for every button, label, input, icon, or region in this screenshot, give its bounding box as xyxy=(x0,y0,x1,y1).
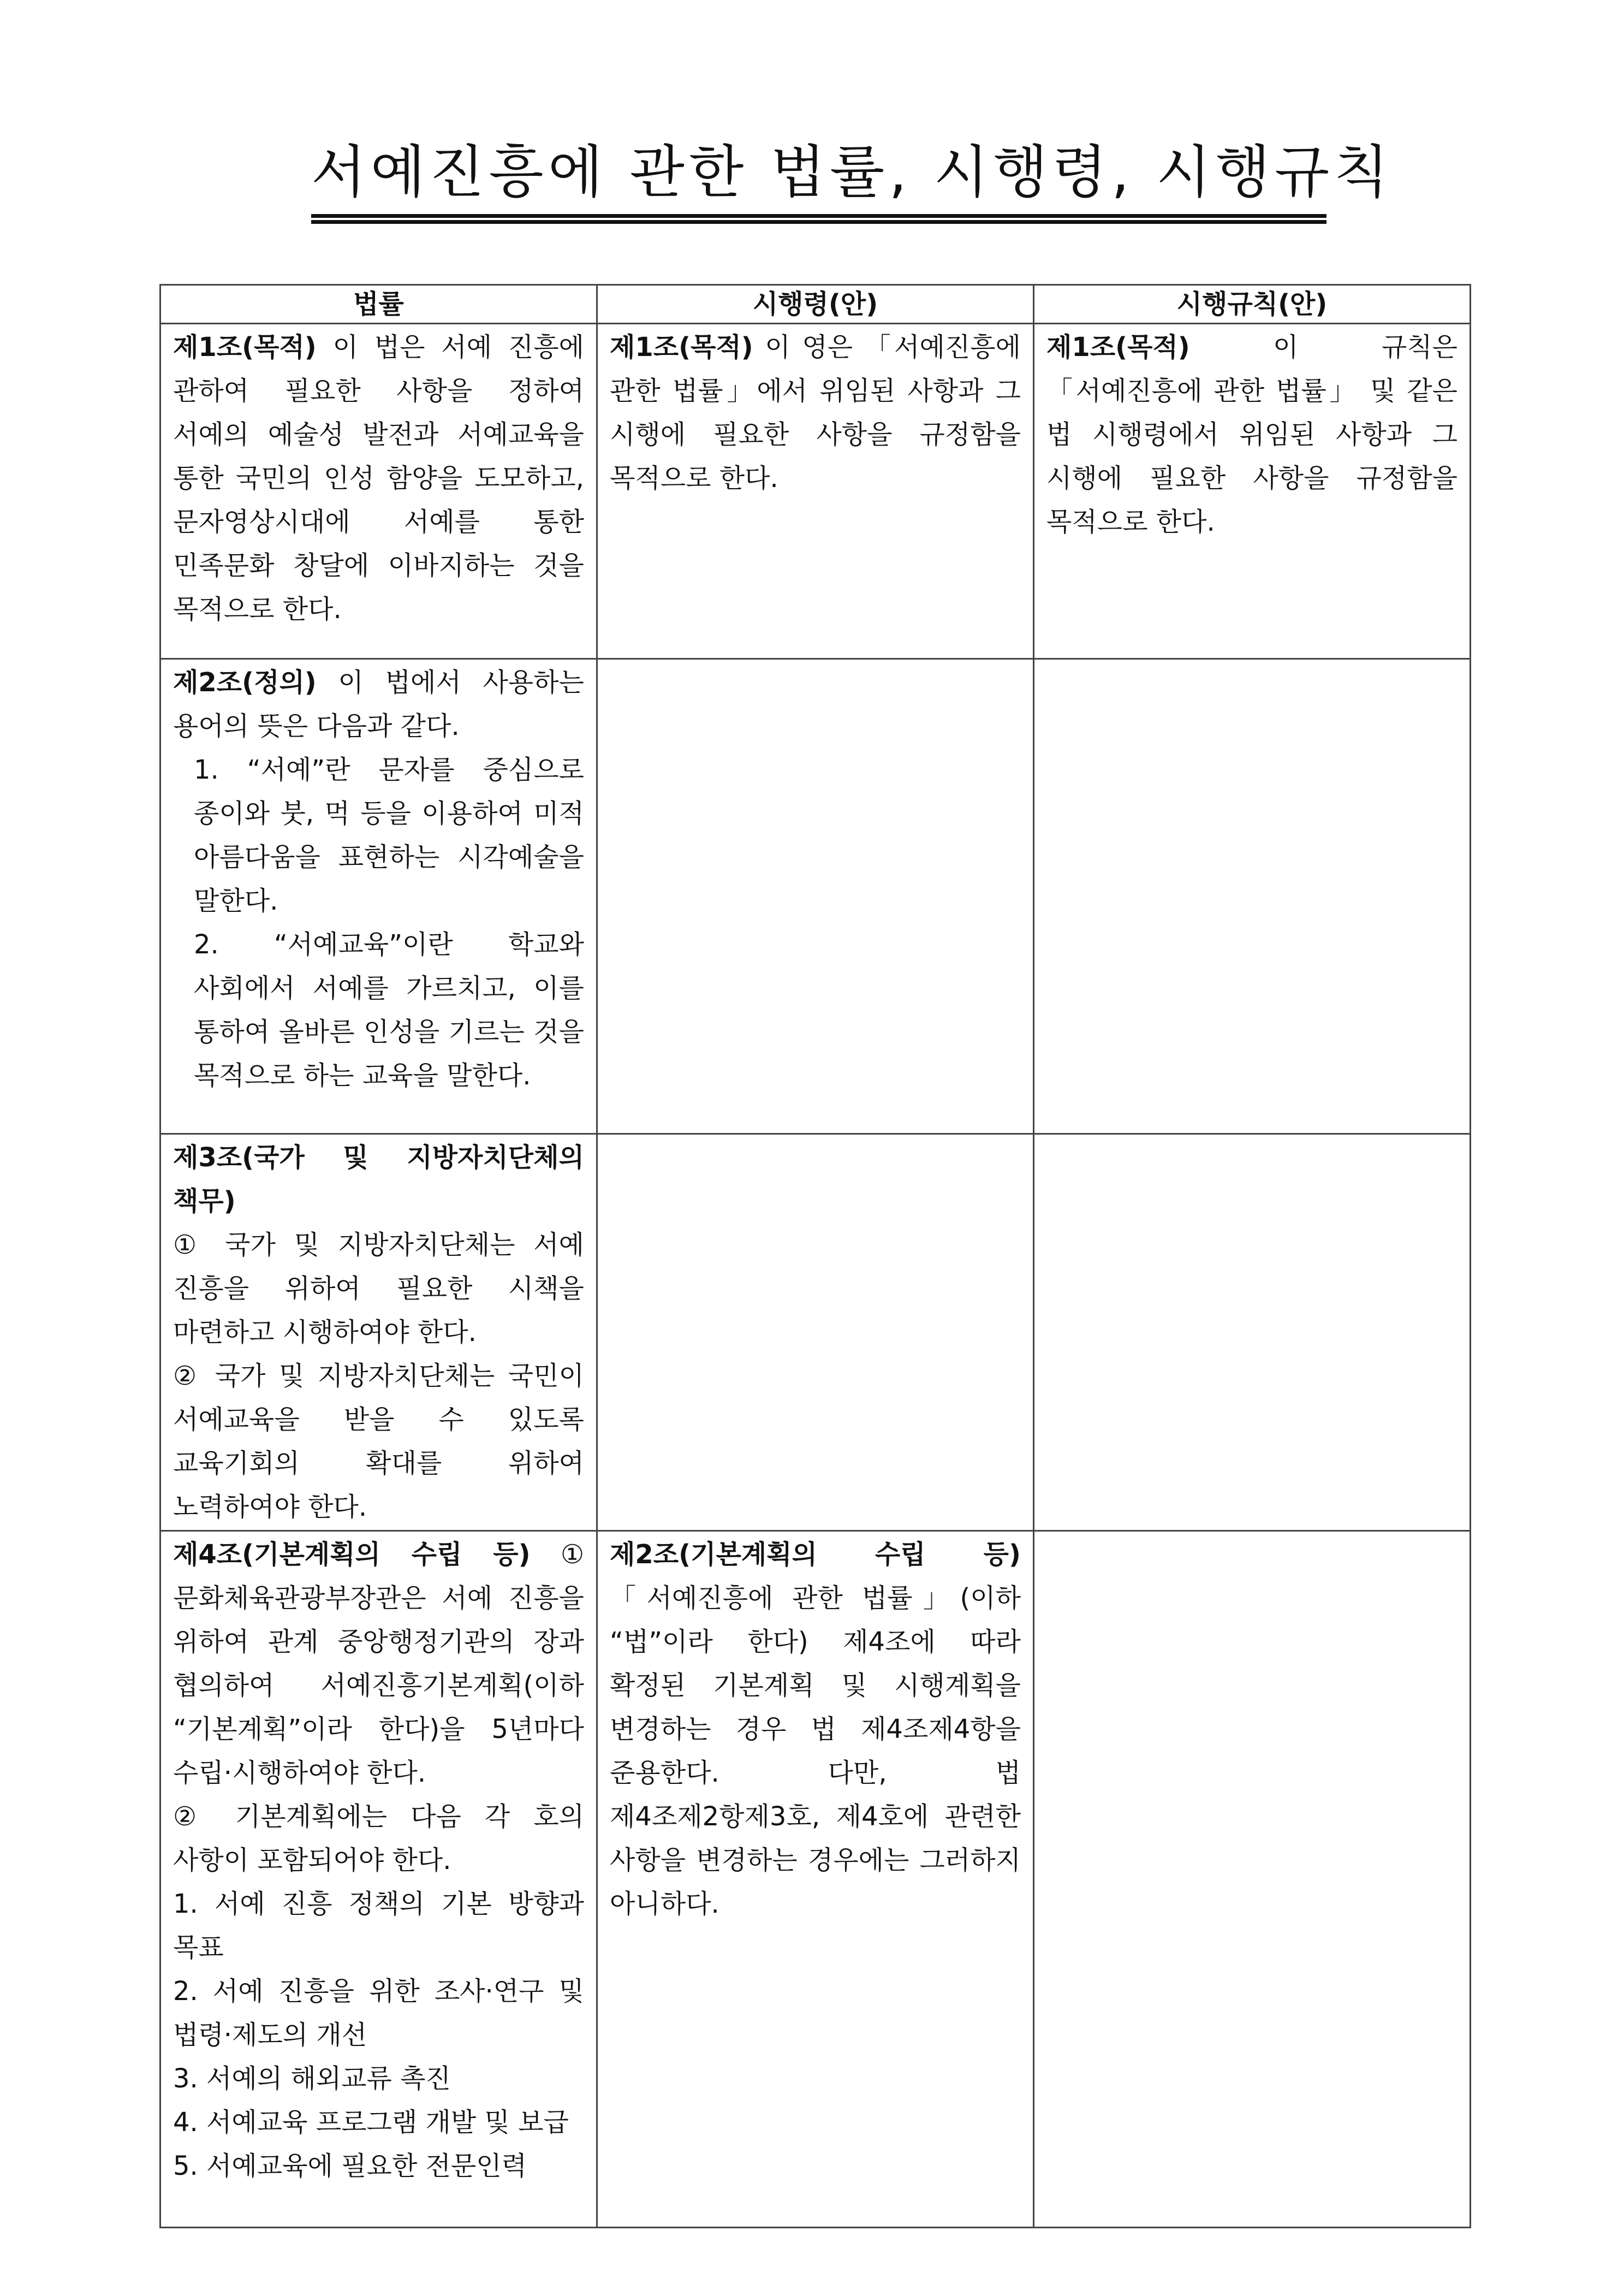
table-row xyxy=(160,1531,1471,2228)
list-item: 3. 서예의 해외교류 촉진 xyxy=(173,2063,451,2094)
article-heading: 제1조(목적) xyxy=(173,332,317,363)
list-item: 5. 서예교육에 필요한 전문인력 xyxy=(173,2151,527,2181)
rule-empty-cell xyxy=(1034,659,1471,1134)
header-law: 법률 xyxy=(160,285,597,324)
header-decree: 시행령(안) xyxy=(597,285,1034,324)
paragraph-2: ② 국가 및 지방자치단체는 국민이 서예교육을 받을 수 있도록 교육기회의 확대를 위하여 노력하여야 한다. xyxy=(173,1361,584,1522)
article-text: 이 규칙은 「서예진흥에 관한 법률」 및 같은 법 시행령에서 위임된 사항과 그 시행에 필요한 사항을 규정함을 목적으로 한다. xyxy=(1046,332,1458,537)
article-heading: 제2조(정의) xyxy=(173,667,317,698)
article-heading: 제1조(목적) xyxy=(610,332,753,363)
article-heading: 제3조(국가 및 지방자치단체의 책무) xyxy=(173,1142,584,1217)
article-heading: 제1조(목적) xyxy=(1046,332,1190,363)
list-item: 1. 서예 진흥 정책의 기본 방향과 목표 xyxy=(173,1889,584,1963)
decree-empty-cell xyxy=(597,659,1034,1134)
table-row xyxy=(160,1134,1471,1531)
table-header-row xyxy=(160,285,1471,324)
law-article-2 xyxy=(160,659,597,1134)
list-item: 4. 서예교육 프로그램 개발 및 보급 xyxy=(173,2107,569,2138)
table-row xyxy=(160,659,1471,1134)
paragraph-1: ① 문화체육관광부장관은 서예 진흥을 위하여 관계 중앙행정기관의 장과 협의하여 서예진흥기본계획(이하 “기본계획”이라 한다)을 5년마다 수립·시행하여야 한다. xyxy=(173,1539,584,1788)
article-text: 이 법에서 사용하는 용어의 뜻은 다음과 같다. xyxy=(173,667,584,741)
paragraph-2: ② 기본계획에는 다음 각 호의 사항이 포함되어야 한다. xyxy=(173,1801,584,1876)
list-item: 2. 서예 진흥을 위한 조사·연구 및 법령·제도의 개선 xyxy=(173,1976,584,2050)
definition-item-2: 2. “서예교육”이란 학교와 사회에서 서예를 가르치고, 이를 통하여 올바른 인성을 기르는 것을 목적으로 하는 교육을 말한다. xyxy=(194,929,584,1091)
article-text: 이 법은 서예 진흥에 관하여 필요한 사항을 정하여 서예의 예술성 발전과 서예교육을 통한 국민의 인성 함양을 도모하고, 문자영상시대에 서예를 통한 민족문화 창달에 이바지하는 것을 목적으로 한다. xyxy=(173,332,584,625)
law-article-3 xyxy=(160,1134,597,1531)
decree-empty-cell xyxy=(597,1134,1034,1531)
article-heading: 제2조(기본계획의 수립 등) xyxy=(610,1539,1021,1570)
rule-article-1 xyxy=(1034,324,1471,659)
rule-empty-cell xyxy=(1034,1134,1471,1531)
article-text: 이 영은 「서예진흥에 관한 법률」에서 위임된 사항과 그 시행에 필요한 사항을 규정함을 목적으로 한다. xyxy=(610,332,1021,494)
rule-empty-cell xyxy=(1034,1531,1471,2228)
article-text: 「서예진흥에 관한 법률」(이하 “법”이라 한다) 제4조에 따라 확정된 기본계획 및 시행계획을 변경하는 경우 법 제4조제4항을 준용한다. 다만, 법 제4조제2항제3호, 제4호에 관련한 사항을 변경하는 경우에는 그러하지 아니하다. xyxy=(610,1583,1021,1919)
decree-article-2 xyxy=(597,1531,1034,2228)
law-comparison-table xyxy=(159,284,1471,2228)
article-heading: 제4조(기본계획의 수립 등) xyxy=(173,1539,531,1570)
law-article-4 xyxy=(160,1531,597,2228)
document-title: 서예진흥에 관한 법률, 시행령, 시행규칙 xyxy=(311,139,1393,205)
title-underline-bottom xyxy=(311,220,1326,224)
definition-item-1: 1. “서예”란 문자를 중심으로 종이와 붓, 먹 등을 이용하여 미적 아름다움을 표현하는 시각예술을 말한다. xyxy=(194,755,584,916)
title-underline-top xyxy=(311,214,1326,218)
decree-article-1 xyxy=(597,324,1034,659)
paragraph-1: ① 국가 및 지방자치단체는 서예 진흥을 위하여 필요한 시책을 마련하고 시행하여야 한다. xyxy=(173,1230,584,1348)
title-block xyxy=(311,137,1393,207)
law-article-1 xyxy=(160,324,597,659)
table-row xyxy=(160,324,1471,659)
header-rule: 시행규칙(안) xyxy=(1034,285,1471,324)
